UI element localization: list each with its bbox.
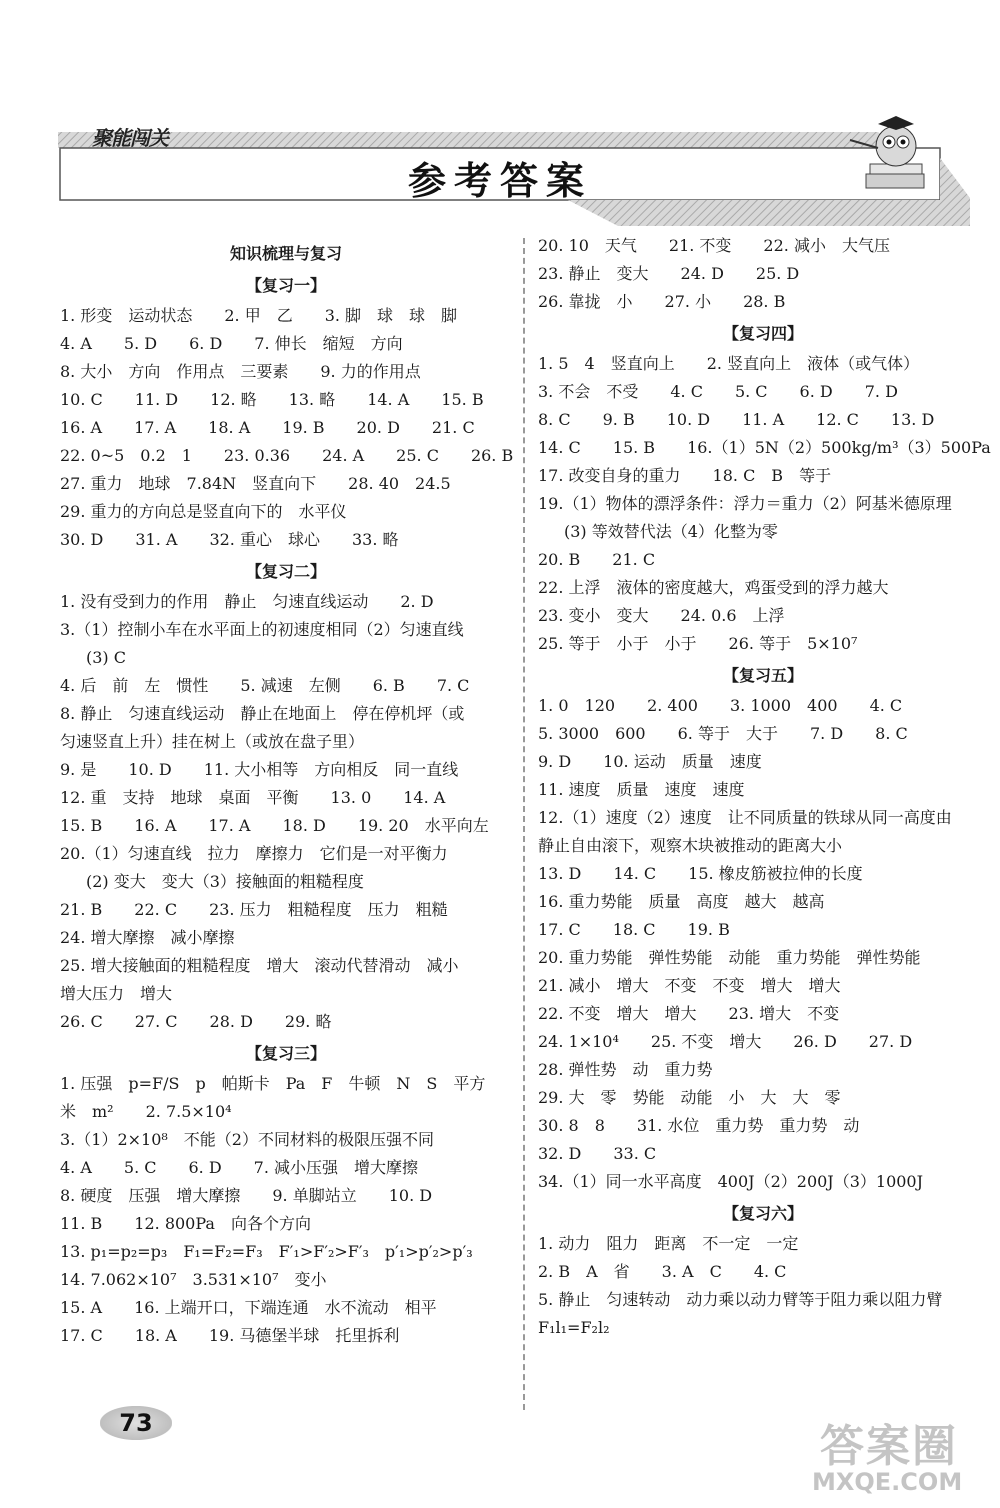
right-column <box>538 232 991 1342</box>
answer-line: 12.（1）速度（2）速度 让不同质量的铁球从同一高度由 <box>538 808 952 827</box>
answer-line: 20. 10 天气 21. 不变 22. 减小 大气压 <box>538 236 890 255</box>
review-6-title: 【复习六】 <box>722 1204 803 1223</box>
answer-line: 28. 弹性势 动 重力势 <box>538 1060 713 1079</box>
answer-line: 21. 减小 增大 不变 不变 增大 增大 <box>538 976 841 995</box>
answer-line: 8. 硬度 压强 增大摩擦 9. 单脚站立 10. D <box>60 1186 433 1205</box>
left-column <box>60 240 512 1350</box>
review-4-title: 【复习四】 <box>722 324 803 343</box>
answer-line: 25. 等于 小于 小于 26. 等于 5×10⁷ <box>538 634 858 653</box>
answer-line: 24. 增大摩擦 减小摩擦 <box>60 928 235 947</box>
answer-line: 17. C 18. C 19. B <box>538 920 730 939</box>
answer-line: 34.（1）同一水平高度 400J（2）200J（3）1000J <box>538 1172 924 1191</box>
answer-line: (2) 变大 变大（3）接触面的粗糙程度 <box>86 872 364 891</box>
review-2-title: 【复习二】 <box>245 562 326 581</box>
answer-line: 1. 0 120 2. 400 3. 1000 400 4. C <box>538 696 903 715</box>
answer-line: 12. 重 支持 地球 桌面 平衡 13. 0 14. A <box>60 788 446 807</box>
answer-line: 米 m² 2. 7.5×10⁴ <box>60 1102 232 1121</box>
answer-line: 2. B A 省 3. A C 4. C <box>538 1262 787 1281</box>
watermark-logo: 答案圈 <box>820 1421 958 1472</box>
brand-logo: 聚能闯关 <box>92 126 168 150</box>
answer-line: 1. 动力 阻力 距离 不一定 一定 <box>538 1234 799 1253</box>
answer-line: 匀速竖直上升）挂在树上（或放在盘子里） <box>60 732 365 751</box>
answer-line: 15. B 16. A 17. A 18. D 19. 20 水平向左 <box>60 816 489 835</box>
answer-line: 22. 上浮 液体的密度越大，鸡蛋受到的浮力越大 <box>538 578 889 597</box>
answer-line: 5. 静止 匀速转动 动力乘以动力臂等于阻力乘以阻力臂 <box>538 1290 943 1309</box>
answer-line: 23. 静止 变大 24. D 25. D <box>538 264 800 283</box>
answer-line: 10. C 11. D 12. 略 13. 略 14. A 15. B <box>60 390 484 409</box>
answer-line: 3.（1）控制小车在水平面上的初速度相同（2）匀速直线 <box>60 620 464 639</box>
answer-line: 8. 静止 匀速直线运动 静止在地面上 停在停机坪（或 <box>60 704 465 723</box>
answer-line: 5. 3000 600 6. 等于 大于 7. D 8. C <box>538 724 908 743</box>
answer-line: 32. D 33. C <box>538 1144 657 1163</box>
review-1-title: 【复习一】 <box>245 276 326 295</box>
answer-line: 30. D 31. A 32. 重心 球心 33. 略 <box>60 530 399 549</box>
answer-line: 3. 不会 不受 4. C 5. C 6. D 7. D <box>538 382 898 401</box>
review-3-title: 【复习三】 <box>245 1044 326 1063</box>
answer-line: (3) C <box>86 648 126 667</box>
answer-line: 1. 压强 p=F/S p 帕斯卡 Pa F 牛顿 N S 平方 <box>60 1074 486 1093</box>
answer-line: 16. 重力势能 质量 高度 越大 越高 <box>538 892 825 911</box>
answer-line: 20.（1）匀速直线 拉力 摩擦力 它们是一对平衡力 <box>60 844 448 863</box>
answer-line: 3.（1）2×10⁸ 不能（2）不同材料的极限压强不同 <box>60 1130 434 1149</box>
answer-line: 14. 7.062×10⁷ 3.531×10⁷ 变小 <box>60 1270 327 1289</box>
answer-line: 15. A 16. 上端开口，下端连通 水不流动 相平 <box>60 1298 437 1317</box>
answer-line: 30. 8 8 31. 水位 重力势 重力势 动 <box>538 1116 860 1135</box>
answer-line: 19.（1）物体的漂浮条件：浮力＝重力（2）阿基米德原理 <box>538 494 952 513</box>
answer-line: F₁l₁=F₂l₂ <box>538 1318 610 1337</box>
answer-line: 26. 靠拢 小 27. 小 28. B <box>538 292 786 311</box>
answer-line: 23. 变小 变大 24. 0.6 上浮 <box>538 606 785 625</box>
answer-line: 22. 不变 增大 增大 23. 增大 不变 <box>538 1004 840 1023</box>
answer-line: 14. C 15. B 16.（1）5N（2）500kg/m³（3）500Pa <box>538 438 991 457</box>
review-5-title: 【复习五】 <box>722 666 803 685</box>
section-heading: 知识梳理与复习 <box>229 244 342 263</box>
page-title: 参考答案 <box>407 159 592 203</box>
page-number: 73 <box>100 1406 172 1440</box>
answer-line: 24. 1×10⁴ 25. 不变 增大 26. D 27. D <box>538 1032 913 1051</box>
answer-line: 16. A 17. A 18. A 19. B 20. D 21. C <box>60 418 475 437</box>
answer-line: 4. A 5. C 6. D 7. 减小压强 增大摩擦 <box>60 1158 419 1177</box>
answer-line: 20. B 21. C <box>538 550 656 569</box>
answer-line: 1. 形变 运动状态 2. 甲 乙 3. 脚 球 球 脚 <box>60 306 458 325</box>
answer-line: 13. p₁=p₂=p₃ F₁=F₂=F₃ F′₁>F′₂>F′₃ p′₁>p′₂>p′₃ <box>60 1242 473 1261</box>
answer-line: 21. B 22. C 23. 压力 粗糙程度 压力 粗糙 <box>60 900 448 919</box>
answer-line: 增大压力 增大 <box>60 984 173 1003</box>
owl-mascot-icon <box>848 112 934 194</box>
answer-line: 25. 增大接触面的粗糙程度 增大 滚动代替滑动 减小 <box>60 956 459 975</box>
answer-line: 8. 大小 方向 作用点 三要素 9. 力的作用点 <box>60 362 421 381</box>
answer-line: 1. 5 4 竖直向上 2. 竖直向上 液体（或气体） <box>538 354 920 373</box>
answer-line: 9. D 10. 运动 质量 速度 <box>538 752 762 771</box>
answer-line: 4. 后 前 左 惯性 5. 减速 左侧 6. B 7. C <box>60 676 470 695</box>
answer-line: 11. B 12. 800Pa 向各个方向 <box>60 1214 311 1233</box>
answer-line: 20. 重力势能 弹性势能 动能 重力势能 弹性势能 <box>538 948 921 967</box>
column-divider <box>523 238 525 1410</box>
answer-line: 27. 重力 地球 7.84N 竖直向下 28. 40 24.5 <box>60 474 451 493</box>
answer-line: 1. 没有受到力的作用 静止 匀速直线运动 2. D <box>60 592 434 611</box>
answer-line: (3) 等效替代法（4）化整为零 <box>564 522 778 541</box>
answer-line: 29. 重力的方向总是竖直向下的 水平仪 <box>60 502 347 521</box>
answer-line: 26. C 27. C 28. D 29. 略 <box>60 1012 332 1031</box>
watermark-url: MXQE.COM <box>812 1468 963 1496</box>
answer-line: 11. 速度 质量 速度 速度 <box>538 780 745 799</box>
answer-line: 29. 大 零 势能 动能 小 大 大 零 <box>538 1088 841 1107</box>
answer-line: 17. 改变自身的重力 18. C B 等于 <box>538 466 832 485</box>
answer-line: 17. C 18. A 19. 马德堡半球 托里拆利 <box>60 1326 400 1345</box>
answer-line: 静止自由滚下，观察木块被推动的距离大小 <box>538 836 843 855</box>
answer-line: 13. D 14. C 15. 橡皮筋被拉伸的长度 <box>538 864 863 883</box>
answer-line: 22. 0~5 0.2 1 23. 0.36 24. A 25. C 26. B <box>60 446 514 465</box>
answer-line: 8. C 9. B 10. D 11. A 12. C 13. D <box>538 410 935 429</box>
answer-line: 9. 是 10. D 11. 大小相等 方向相反 同一直线 <box>60 760 459 779</box>
answer-line: 4. A 5. D 6. D 7. 伸长 缩短 方向 <box>60 334 403 353</box>
